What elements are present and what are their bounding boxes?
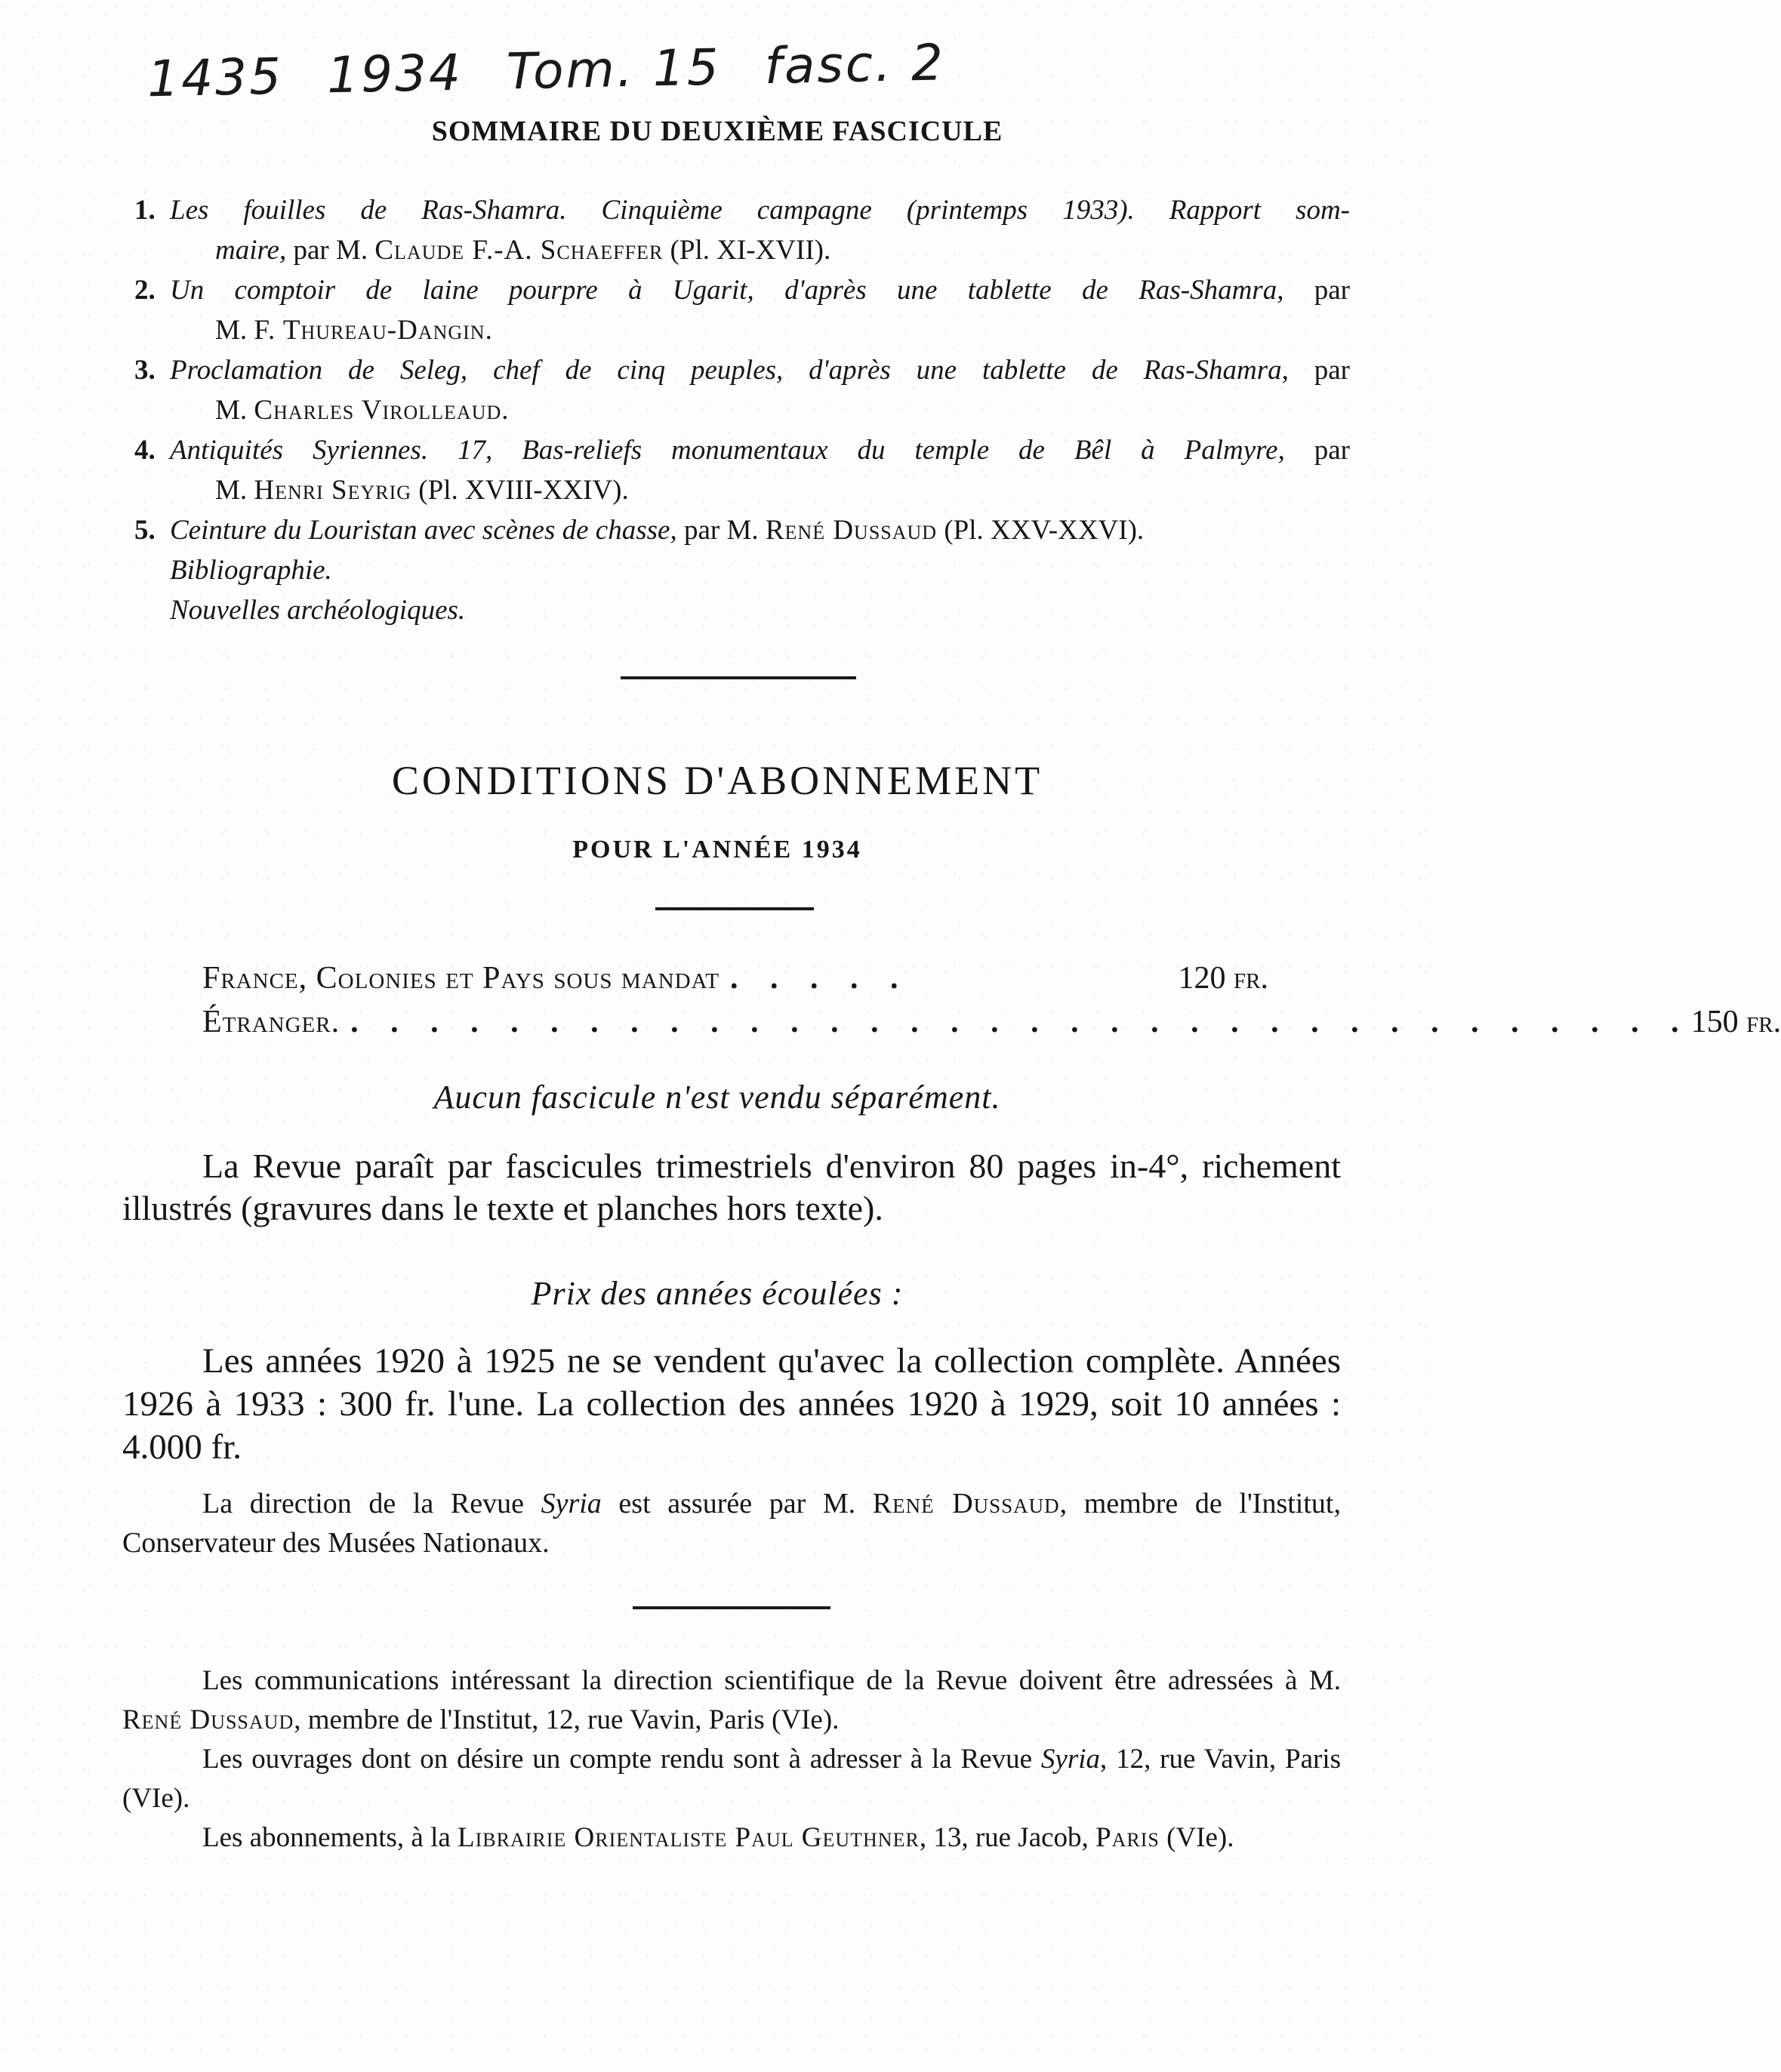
- toc-suffix: .: [485, 315, 492, 346]
- handwritten-part: 1934: [326, 43, 464, 105]
- paragraph-text: La Revue paraît par fascicules trimestriels d'environ 80 pages in-4°, richement illustrés (gravures dans le texte et planches hors texte).: [122, 1147, 1341, 1227]
- toc-by: par: [1284, 435, 1351, 466]
- toc-author: F. Thureau-Dangin: [254, 315, 485, 346]
- toc-line: [170, 190, 1350, 230]
- toc-line: [170, 350, 1350, 390]
- text-run: , membre de l'Institut, 12, rue Vavin, Paris (VIe).: [294, 1704, 840, 1735]
- journal-name: Syria: [541, 1488, 602, 1519]
- paragraph-text: [122, 1484, 1341, 1562]
- handwritten-part: fasc. 2: [763, 33, 946, 96]
- toc-prefix: M.: [215, 395, 254, 426]
- handwritten-part: Tom. 15: [506, 38, 722, 101]
- toc-by: par M.: [286, 235, 375, 266]
- toc-by: par: [1283, 275, 1350, 306]
- price-row: [202, 960, 1268, 1004]
- toc-line: [170, 390, 1350, 430]
- no-single-issue-note: Aucun fascicule n'est vendu séparément.: [433, 1079, 1001, 1116]
- text-run: , membre de l'Institut, Conservateur des Musées Nationaux.: [122, 1488, 1341, 1559]
- toc-by: par: [1288, 355, 1350, 386]
- price-label: Étranger.: [202, 1005, 340, 1039]
- handwritten-catalog-note: [146, 33, 971, 109]
- price-amount: 120 fr.: [1178, 961, 1268, 996]
- toc-item: [127, 430, 1350, 510]
- toc-line: [170, 510, 1350, 550]
- toc-title: Ceinture du Louristan avec scènes de chasse,: [170, 515, 677, 546]
- price-amount: 150 fr.: [1690, 1005, 1781, 1039]
- past-years-title: Prix des années écoulées :: [531, 1275, 904, 1312]
- subscriptions-paragraph: [122, 1818, 1341, 1858]
- leader-dots: . . . . .: [730, 961, 911, 996]
- table-of-contents: [127, 190, 1350, 630]
- divider-rule: [655, 907, 814, 910]
- paragraph-text: Les années 1920 à 1925 ne se vendent qu'avec la collection complète. Années 1926 à 1933 : 300 fr. l'une. La collection des années 1920 à 1929, soit 10 années : 4.000 fr.: [122, 1341, 1341, 1467]
- toc-suffix: .: [501, 395, 509, 426]
- toc-suffix: (Pl. XI-XVII).: [663, 235, 831, 266]
- toc-number: 3.: [134, 355, 156, 386]
- price-row: [202, 1004, 1781, 1048]
- conditions-title: CONDITIONS D'ABONNEMENT: [391, 758, 1043, 803]
- text-run: La direction de la Revue: [202, 1488, 541, 1519]
- conditions-subtitle: POUR L'ANNÉE 1934: [572, 836, 862, 864]
- toc-number: 4.: [134, 435, 156, 466]
- toc-item: [127, 270, 1350, 350]
- revue-paragraph: [122, 1145, 1341, 1230]
- toc-number: 1.: [134, 195, 156, 226]
- toc-nouvelles: Nouvelles archéologiques.: [170, 595, 466, 626]
- toc-suffix: (Pl. XVIII-XXIV).: [411, 475, 629, 506]
- text-run: Les communications intéressant la direction scientifique de la Revue doivent être adressées à M.: [202, 1665, 1341, 1696]
- toc-by: par M.: [676, 515, 766, 546]
- text-run: , 13, rue Jacob,: [919, 1822, 1096, 1853]
- divider-rule: [621, 676, 856, 679]
- leader-dots: . . . . . . . . . . . . . . . . . . . . . . . . . . . . . . . . . .: [350, 1005, 1691, 1039]
- toc-number: 2.: [134, 275, 156, 306]
- reviews-paragraph: [122, 1740, 1341, 1818]
- toc-author: Claude F.-A. Schaeffer: [374, 235, 664, 266]
- toc-item: [127, 350, 1350, 430]
- direction-paragraph: [122, 1484, 1341, 1562]
- text-run: (VIe).: [1159, 1822, 1234, 1853]
- toc-item: [127, 190, 1350, 270]
- toc-line: [170, 270, 1350, 310]
- toc-line: [170, 470, 1350, 510]
- toc-title: Proclamation de Seleg, chef de cinq peuples, d'après une tablette de Ras-Shamra,: [170, 355, 1289, 386]
- toc-author: Charles Virolleaud: [254, 395, 502, 426]
- text-run: Les abonnements, à la: [202, 1822, 458, 1853]
- toc-title: Antiquités Syriennes. 17, Bas-reliefs monumentaux du temple de Bêl à Palmyre,: [170, 435, 1285, 466]
- toc-title: Un comptoir de laine pourpre à Ugarit, d'après une tablette de Ras-Shamra,: [170, 275, 1284, 306]
- handwritten-part: 1435: [146, 47, 284, 109]
- price-table: [202, 960, 1781, 1048]
- director-name: René Dussaud: [122, 1704, 294, 1735]
- price-label: France, Colonies et Pays sous mandat: [202, 961, 720, 996]
- toc-number: 5.: [134, 515, 156, 546]
- communications-paragraph: [122, 1661, 1341, 1740]
- toc-line: [170, 310, 1350, 350]
- publisher-name: Librairie Orientaliste Paul Geuthner: [458, 1822, 920, 1853]
- journal-name: Syria: [1040, 1744, 1101, 1775]
- toc-prefix: M.: [215, 315, 254, 346]
- past-years-paragraph: [122, 1340, 1341, 1469]
- toc-item: [127, 510, 1350, 550]
- toc-suffix: (Pl. XXV-XXVI).: [937, 515, 1145, 546]
- toc-prefix: M.: [215, 475, 254, 506]
- director-name: René Dussaud: [872, 1488, 1060, 1519]
- communications-block: [122, 1661, 1341, 1858]
- sommaire-title: SOMMAIRE DU DEUXIÈME FASCICULE: [431, 115, 1003, 147]
- toc-title: Les fouilles de Ras-Shamra. Cinquième campagne (printemps 1933). Rapport som-: [170, 195, 1350, 226]
- text-run: Les ouvrages dont on désire un compte rendu sont à adresser à la Revue: [202, 1744, 1041, 1775]
- divider-rule: [633, 1606, 830, 1609]
- toc-line: [170, 230, 1350, 270]
- toc-bibliographie: Bibliographie.: [170, 555, 332, 586]
- toc-line: [170, 430, 1350, 470]
- text-run: est assurée par M.: [601, 1488, 873, 1519]
- city-name: Paris: [1095, 1822, 1160, 1853]
- toc-author: Henri Seyrig: [254, 475, 412, 506]
- toc-author: René Dussaud: [765, 515, 938, 546]
- toc-title-cont: maire,: [215, 235, 287, 266]
- text-run: , 12, rue Vavin, Paris (VIe).: [122, 1744, 1341, 1814]
